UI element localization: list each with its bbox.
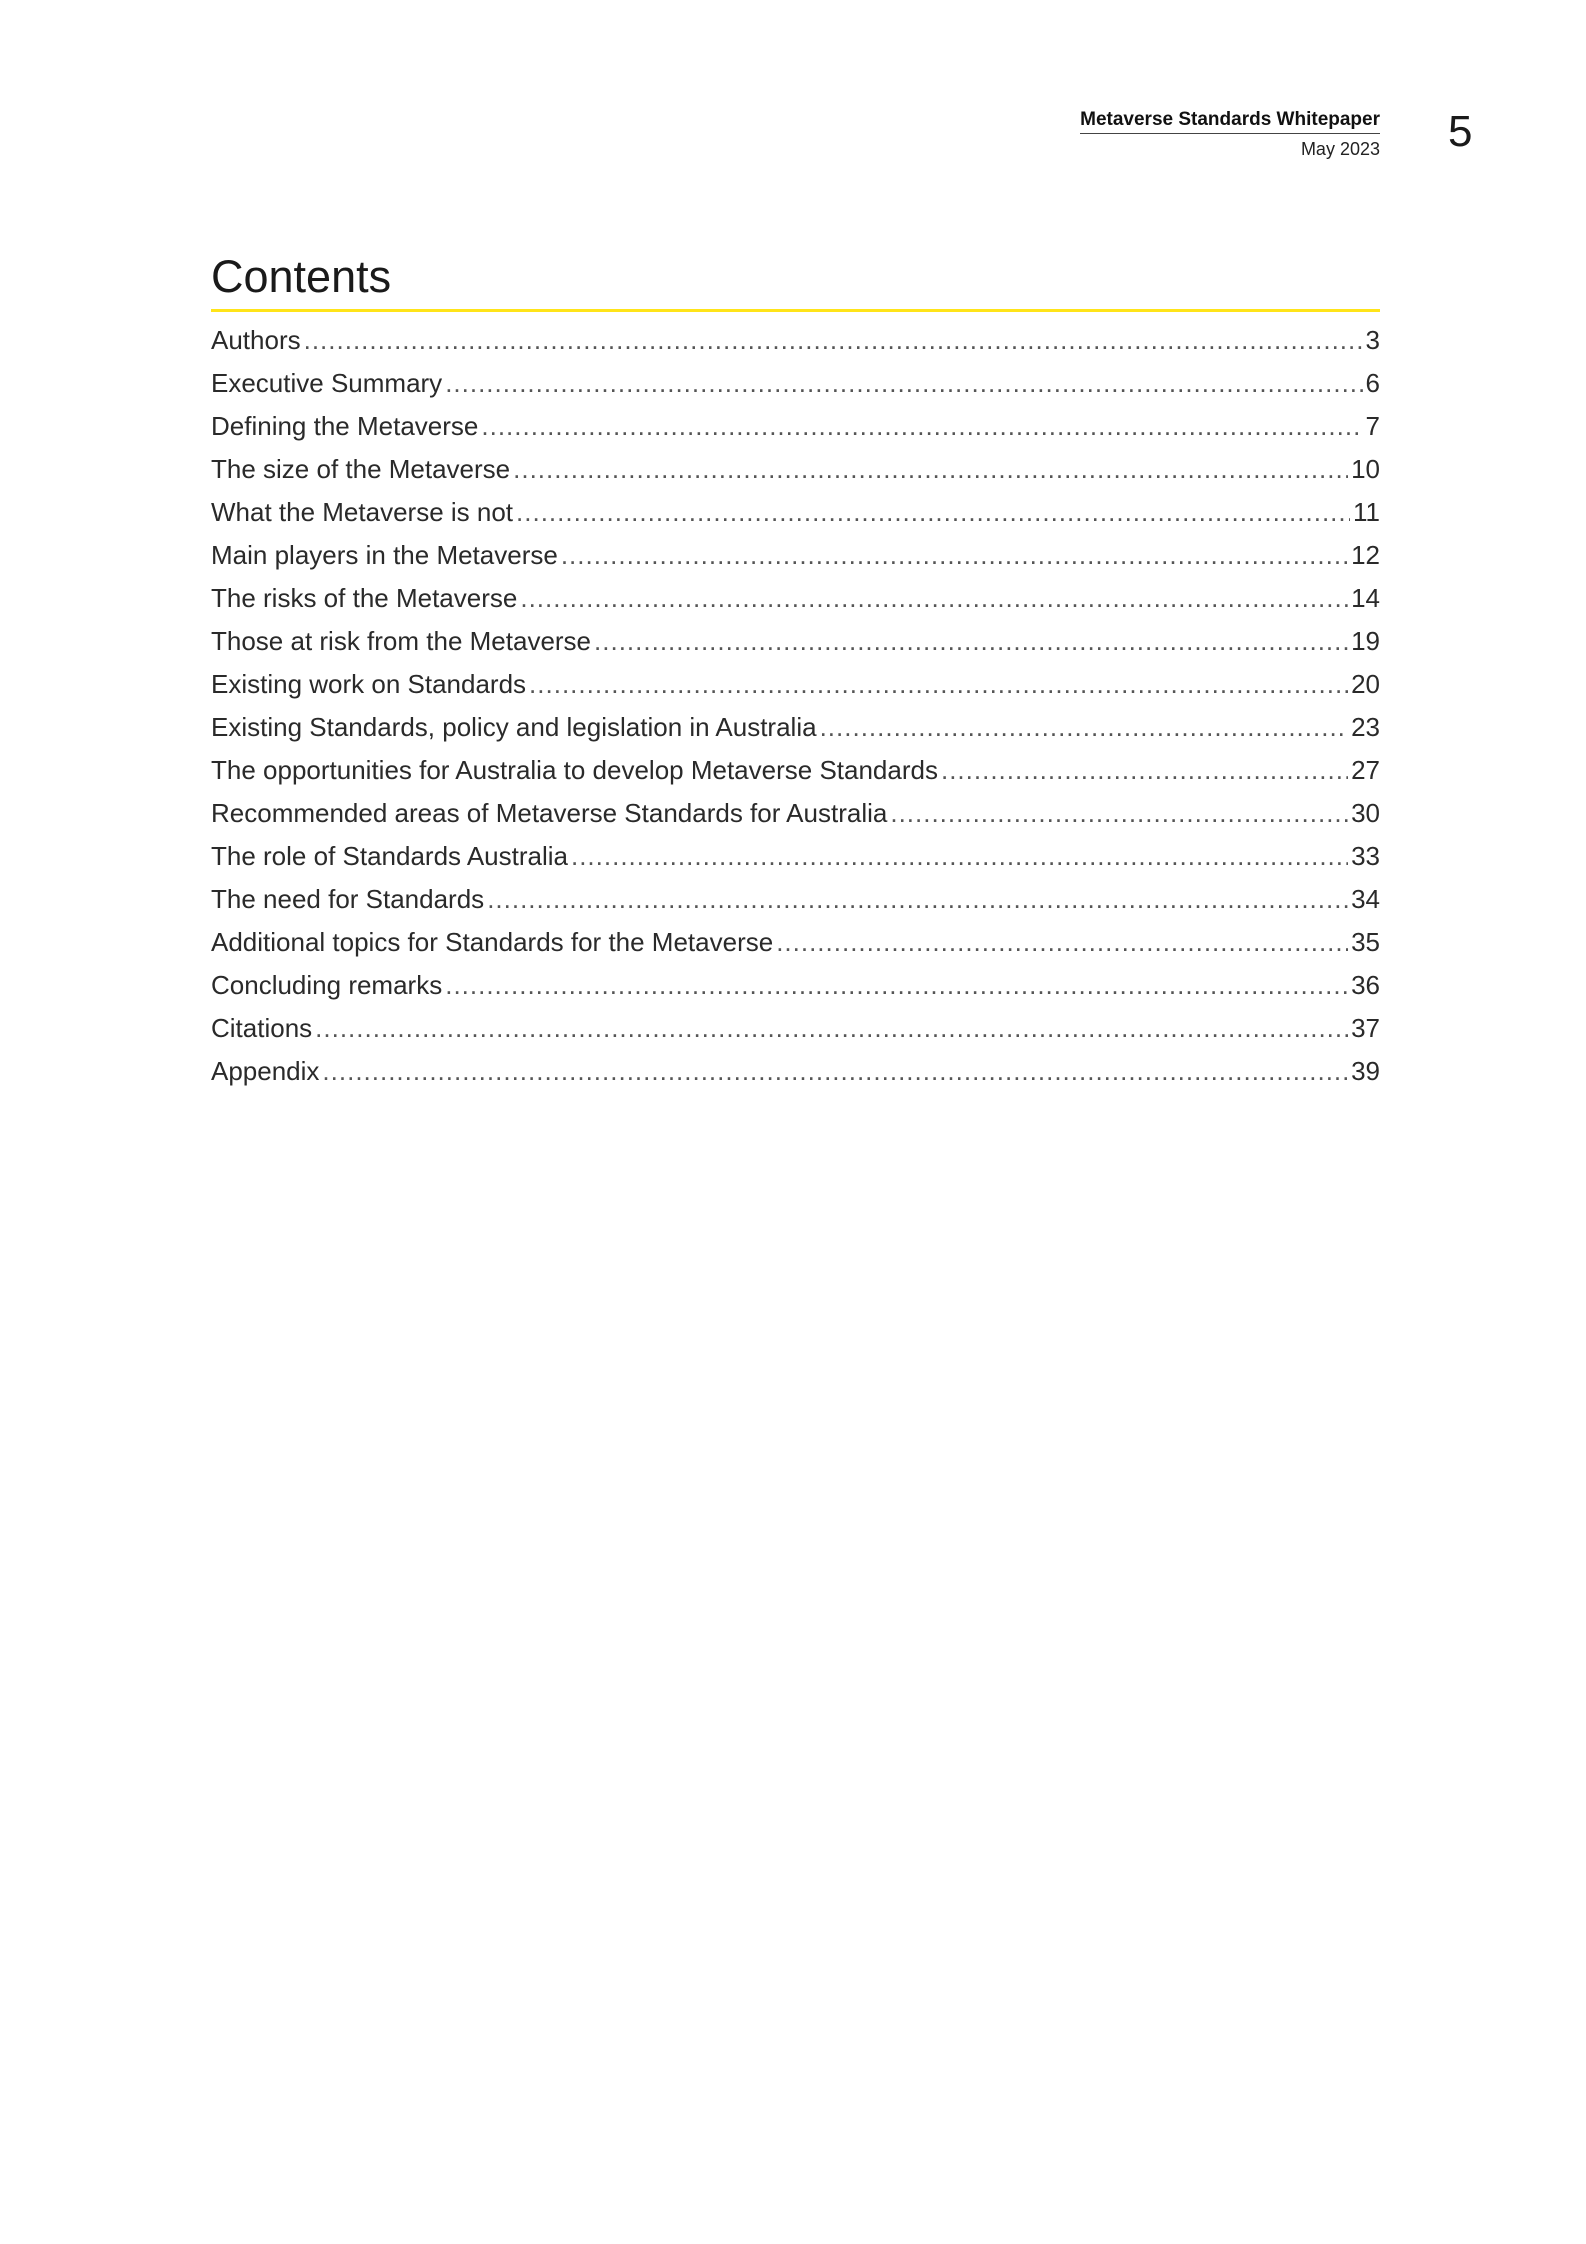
toc-entry-concluding-remarks[interactable]: [211, 970, 1380, 1013]
dot-leader: [520, 583, 1348, 614]
toc-entry-page: 35: [1351, 927, 1380, 957]
toc-entry-page: 3: [1365, 325, 1380, 355]
toc-entry-executive-summary[interactable]: [211, 368, 1380, 411]
toc-entry-label: Citations: [211, 1013, 313, 1043]
toc-entry-page: 39: [1351, 1056, 1380, 1086]
document-date: May 2023: [1300, 139, 1380, 159]
running-header: [1060, 109, 1380, 160]
toc-entry-role-of-standards-australia[interactable]: [211, 841, 1380, 884]
toc-entry-page: 20: [1351, 669, 1380, 699]
dot-leader: [516, 497, 1350, 528]
toc-entry-label: The risks of the Metaverse: [211, 583, 518, 613]
heading-underline-rule: [211, 309, 1380, 312]
toc-entry-label: Recommended areas of Metaverse Standards for Australia: [211, 798, 888, 828]
toc-entry-page: 36: [1351, 970, 1380, 1000]
toc-entry-label: Appendix: [211, 1056, 320, 1086]
toc-entry-label: The need for Standards: [211, 884, 485, 914]
toc-entry-page: 7: [1365, 411, 1380, 441]
toc-entry-label: Defining the Metaverse: [211, 411, 479, 441]
dot-leader: [322, 1056, 1348, 1087]
toc-entry-those-at-risk[interactable]: [211, 626, 1380, 669]
dot-leader: [561, 540, 1348, 571]
toc-entry-recommended-areas[interactable]: [211, 798, 1380, 841]
dot-leader: [594, 626, 1348, 657]
toc-entry-page: 12: [1351, 540, 1380, 570]
toc-entry-authors[interactable]: [211, 325, 1380, 368]
toc-entry-label: Existing Standards, policy and legislation in Australia: [211, 712, 817, 742]
toc-entry-page: 37: [1351, 1013, 1380, 1043]
dot-leader: [890, 798, 1348, 829]
toc-entry-label: Additional topics for Standards for the Metaverse: [211, 927, 774, 957]
dot-leader: [776, 927, 1348, 958]
dot-leader: [315, 1013, 1348, 1044]
document-title: Metaverse Standards Whitepaper: [1080, 109, 1380, 134]
contents-heading: Contents: [211, 251, 392, 302]
toc-entry-label: Those at risk from the Metaverse: [211, 626, 592, 656]
toc-entry-appendix[interactable]: [211, 1056, 1380, 1099]
table-of-contents: [211, 325, 1380, 1099]
page-number: 5: [1448, 107, 1473, 156]
toc-entry-additional-topics[interactable]: [211, 927, 1380, 970]
toc-entry-page: 27: [1351, 755, 1380, 785]
dot-leader: [571, 841, 1348, 872]
dot-leader: [445, 368, 1362, 399]
dot-leader: [487, 884, 1348, 915]
toc-entry-page: 11: [1353, 497, 1380, 527]
toc-entry-page: 23: [1351, 712, 1380, 742]
dot-leader: [941, 755, 1348, 786]
toc-entry-existing-standards-australia[interactable]: [211, 712, 1380, 755]
toc-entry-citations[interactable]: [211, 1013, 1380, 1056]
dot-leader: [304, 325, 1363, 356]
toc-entry-opportunities-for-australia[interactable]: [211, 755, 1380, 798]
toc-entry-risks-of-the-metaverse[interactable]: [211, 583, 1380, 626]
dot-leader: [445, 970, 1348, 1001]
toc-entry-page: 10: [1351, 454, 1380, 484]
toc-entry-label: The size of the Metaverse: [211, 454, 511, 484]
toc-entry-label: Concluding remarks: [211, 970, 443, 1000]
toc-entry-label: The role of Standards Australia: [211, 841, 568, 871]
toc-entry-page: 33: [1351, 841, 1380, 871]
toc-entry-defining-the-metaverse[interactable]: [211, 411, 1380, 454]
dot-leader: [481, 411, 1362, 442]
dot-leader: [513, 454, 1348, 485]
toc-entry-page: 34: [1351, 884, 1380, 914]
toc-entry-size-of-the-metaverse[interactable]: [211, 454, 1380, 497]
toc-entry-label: Executive Summary: [211, 368, 443, 398]
toc-entry-label: Authors: [211, 325, 301, 355]
toc-entry-page: 19: [1351, 626, 1380, 656]
toc-entry-label: What the Metaverse is not: [211, 497, 514, 527]
dot-leader: [820, 712, 1349, 743]
toc-entry-page: 6: [1365, 368, 1380, 398]
toc-entry-existing-work-on-standards[interactable]: [211, 669, 1380, 712]
toc-entry-label: Existing work on Standards: [211, 669, 527, 699]
toc-entry-what-the-metaverse-is-not[interactable]: [211, 497, 1380, 540]
toc-entry-main-players[interactable]: [211, 540, 1380, 583]
toc-entry-label: Main players in the Metaverse: [211, 540, 558, 570]
dot-leader: [529, 669, 1348, 700]
toc-entry-page: 14: [1351, 583, 1380, 613]
toc-entry-label: The opportunities for Australia to develop Metaverse Standards: [211, 755, 938, 785]
toc-entry-page: 30: [1351, 798, 1380, 828]
toc-entry-need-for-standards[interactable]: [211, 884, 1380, 927]
